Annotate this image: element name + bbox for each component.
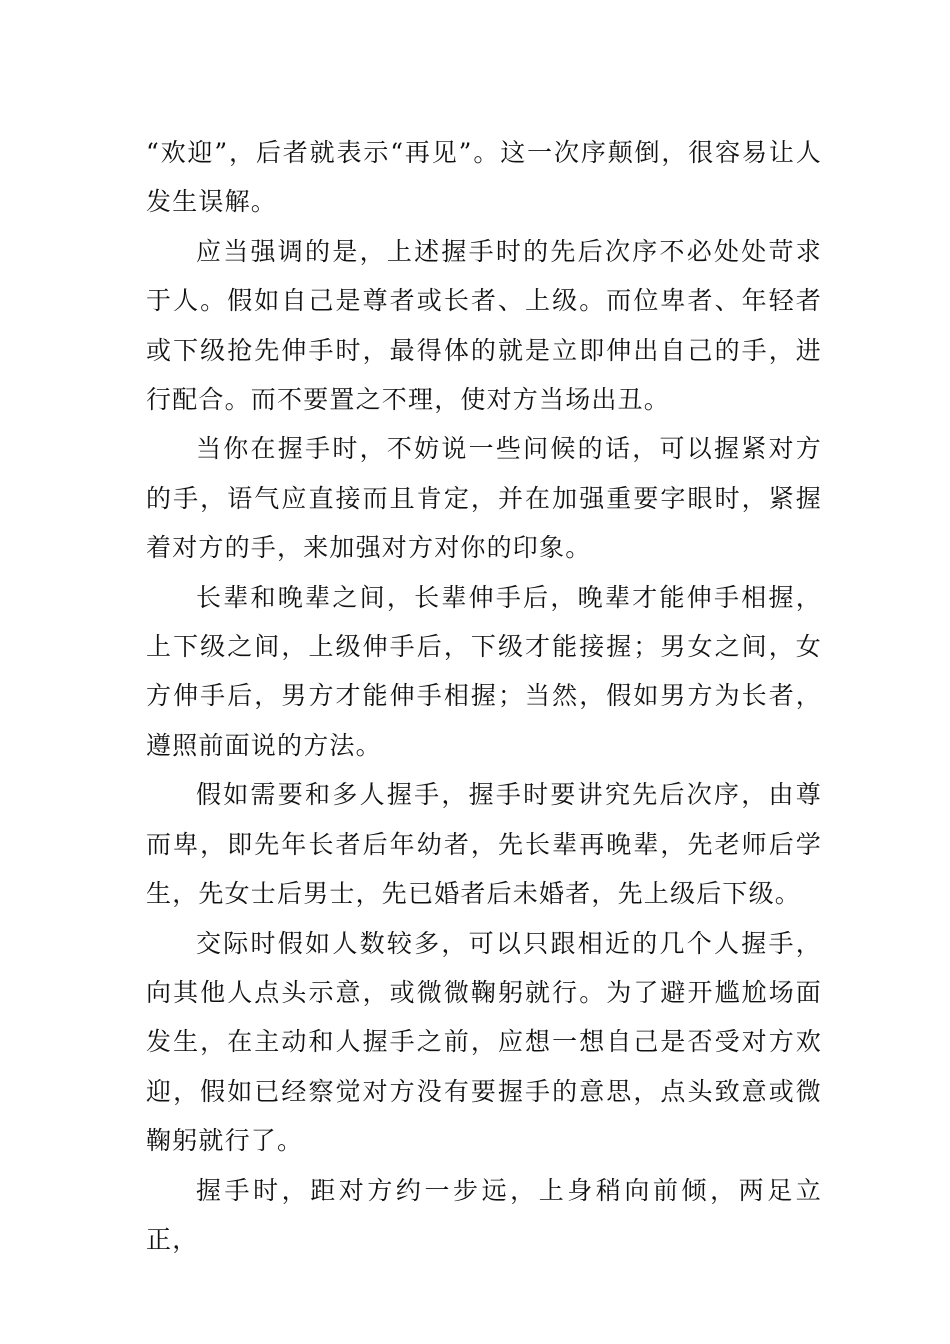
document-body [146, 128, 822, 1264]
paragraph: 当你在握手时，不妨说一些问候的话，可以握紧对方的手，语气应直接而且肯定，并在加强重要字眼时，紧握着对方的手，来加强对方对你的印象。 [146, 434, 822, 563]
paragraph-truncated: 握手时，距对方约一步远，上身稍向前倾，两足立正， [146, 1175, 822, 1254]
paragraph: 应当强调的是，上述握手时的先后次序不必处处苛求于人。假如自己是尊者或长者、上级。而位卑者、年轻者或下级抢先伸手时，最得体的就是立即伸出自己的手，进行配合。而不要置之不理，使对方当场出丑。 [146, 236, 822, 415]
paragraph: 长辈和晚辈之间，长辈伸手后，晚辈才能伸手相握，上下级之间，上级伸手后，下级才能接握；男女之间，女方伸手后，男方才能伸手相握；当然，假如男方为长者，遵照前面说的方法。 [146, 582, 822, 760]
paragraph: 假如需要和多人握手，握手时要讲究先后次序，由尊而卑，即先年长者后年幼者，先长辈再晚辈，先老师后学生，先女士后男士，先已婚者后未婚者，先上级后下级。 [146, 780, 822, 909]
paragraph: 交际时假如人数较多，可以只跟相近的几个人握手，向其他人点头示意，或微微鞠躬就行。为了避开尴尬场面发生，在主动和人握手之前，应想一想自己是否受对方欢迎，假如已经察觉对方没有要握手的意思，点头致意或微鞠躬就行了。 [146, 928, 822, 1156]
paragraph-continuation: “欢迎”，后者就表示“再见”。这一次序颠倒，很容易让人发生误解。 [146, 138, 822, 217]
